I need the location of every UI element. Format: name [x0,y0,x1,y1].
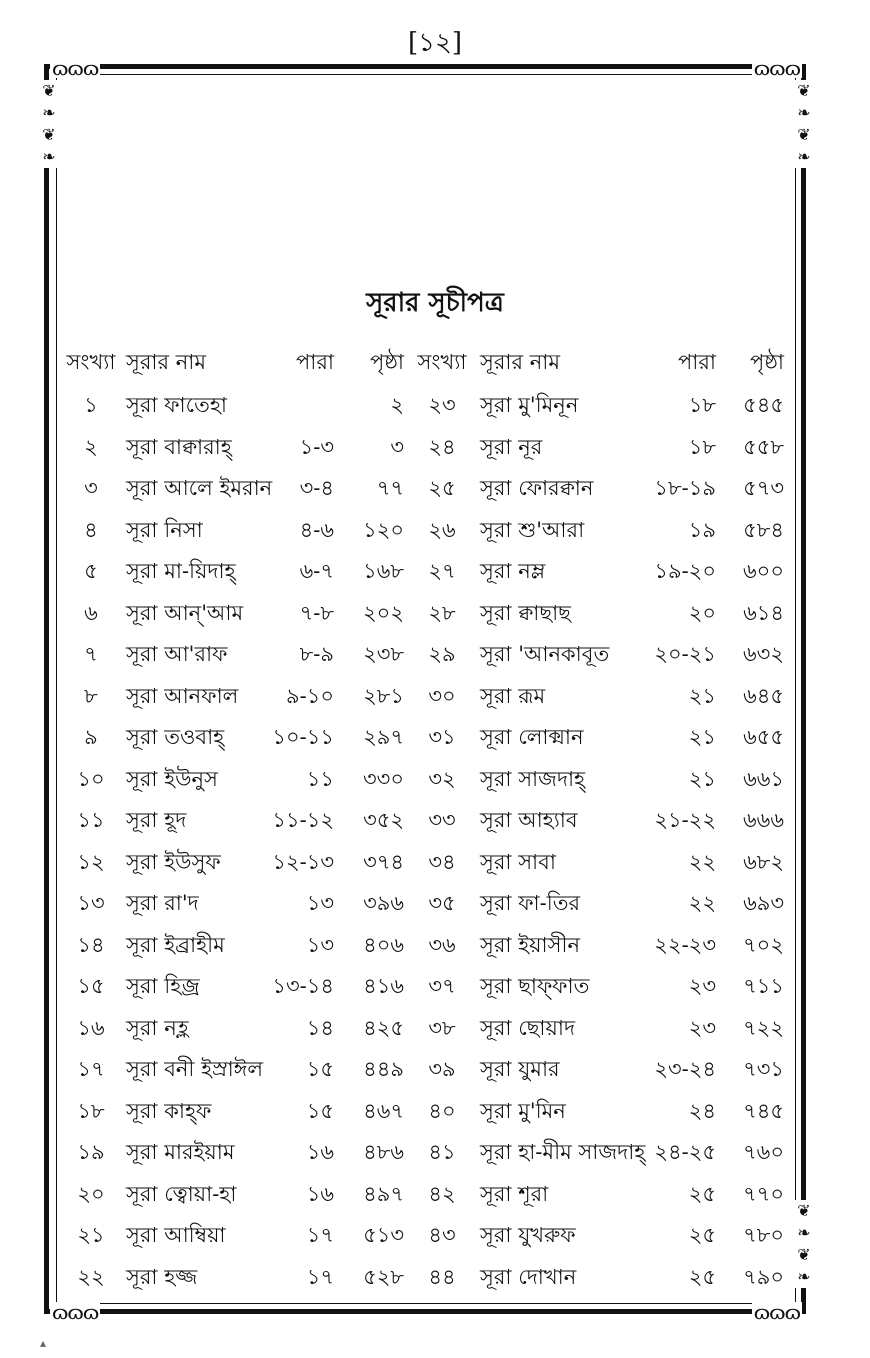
surah-number: ২১ [77,1223,105,1248]
table-row [62,1050,790,1092]
surah-name: সূরা ইব্রাহীম [126,932,225,957]
table-row [62,718,790,760]
table-row [62,843,790,885]
surah-name: সূরা বনী ইস্রাঈল [126,1057,264,1082]
table-row [62,801,790,843]
surah-page: ৬৯৩ [743,891,784,916]
surah-page: ৫৫৮ [743,434,784,459]
surah-para: ১৬ [306,1140,334,1165]
surah-para: ৪-৬ [299,517,334,542]
surah-number: ৩২ [428,766,456,791]
surah-number: ৪ [84,517,98,542]
surah-para: ২৩-২৪ [654,1057,716,1082]
surah-page: ৪৮৬ [363,1140,404,1165]
surah-name: সূরা ফা-তির [480,891,581,916]
corner-ornament-top-left: ɷɷɷ [52,56,99,80]
table-header-row [62,340,790,386]
table-row [62,552,790,594]
surah-para: ২৩ [688,1015,716,1040]
surah-name: সূরা ইয়াসীন [480,932,580,957]
surah-para: ১০-১১ [272,725,334,750]
surah-page: ৩৫২ [363,808,404,833]
surah-para: ১-৩ [299,434,334,459]
surah-page: ৭৭০ [743,1181,784,1206]
surah-page: ৭৯০ [743,1264,784,1289]
surah-para: ১১-১২ [272,808,334,833]
header-para: পারা [296,349,334,374]
surah-number: ১৭ [77,1057,105,1082]
surah-para: ২৩ [688,974,716,999]
surah-page: ৭৪৫ [743,1098,784,1123]
scan-mark: ▴ [40,1336,47,1350]
surah-number: ৬ [84,600,98,625]
surah-name: সূরা বাক্বারাহ্ [126,434,232,459]
surah-page: ১২০ [363,517,404,542]
surah-name: সূরা মু'মিনূন [480,393,579,418]
surah-para: ১৩ [306,932,334,957]
surah-name: সূরা আলে ইমরান [126,476,273,501]
page-number: [১২] [407,28,463,58]
surah-page: ৪০৬ [363,932,404,957]
surah-name: সূরা সাবা [480,849,556,874]
table-row [62,760,790,802]
surah-name: সূরা রা'দ [126,891,199,916]
surah-number: ৪১ [428,1140,456,1165]
header-name: সূরার নাম [126,349,207,374]
surah-number: ২০ [77,1181,105,1206]
surah-page: ৬৬১ [743,766,784,791]
header-number: সংখ্যা [66,349,116,374]
surah-page: ১৬৮ [363,559,404,584]
corner-ornament-bottom-right: ɷɷɷ [753,1300,800,1324]
surah-name: সূরা হিজ্র [126,974,200,999]
surah-number: ৩৯ [428,1057,456,1082]
surah-page: ৫৮৪ [743,517,784,542]
surah-para: ৭-৮ [299,600,334,625]
surah-number: ৩৫ [428,891,456,916]
table-row [62,1009,790,1051]
surah-page: ৬০০ [743,559,784,584]
surah-page: ৭৮০ [743,1223,784,1248]
surah-para: ২১ [688,683,716,708]
surah-para: ৮-৯ [299,642,334,667]
table-row [62,884,790,926]
surah-number: ৪৩ [428,1223,456,1248]
surah-name: সূরা হূদ [126,808,187,833]
surah-para: ২৫ [688,1264,716,1289]
surah-name: সূরা আন্'আম [126,600,244,625]
surah-name: সূরা আম্বিয়া [126,1223,226,1248]
surah-para: ১৮ [688,393,716,418]
surah-number: ৮ [84,683,98,708]
surah-number: ২৭ [428,559,456,584]
surah-number: ১২ [77,849,105,874]
surah-para: ১৩ [306,891,334,916]
surah-page: ৬৪৫ [743,683,784,708]
header-name: সূরার নাম [480,349,561,374]
surah-page: ২৯৭ [363,725,404,750]
surah-name: সূরা ফাতেহা [126,393,227,418]
surah-name: সূরা সাজদাহ্ [480,766,586,791]
surah-number: ৯ [84,725,98,750]
surah-number: ৪৪ [428,1264,456,1289]
surah-para: ২১ [688,725,716,750]
surah-page: ২০২ [363,600,404,625]
surah-number: ২ [84,434,98,459]
surah-name: সূরা রূম [480,683,546,708]
surah-page: ৫১৩ [363,1223,404,1248]
surah-para: ২৫ [688,1181,716,1206]
surah-name: সূরা আ'রাফ [126,642,228,667]
surah-page: ৬৩২ [743,642,784,667]
surah-name: সূরা ক্বাছাছ [480,600,571,625]
surah-number: ২৫ [428,476,456,501]
surah-page: ৭৬০ [743,1140,784,1165]
surah-para: ১৫ [306,1057,334,1082]
side-ornament-right-bottom: ❦ ❧ ❦ ❧ [795,1200,813,1288]
surah-page: ৭২২ [743,1015,784,1040]
surah-name: সূরা ইউসুফ [126,849,221,874]
surah-number: ১৪ [77,932,105,957]
table-row [62,428,790,470]
surah-para: ২৫ [688,1223,716,1248]
surah-para: ১৫ [306,1098,334,1123]
side-ornament-left: ❦ ❧ ❦ ❧ [40,80,58,168]
surah-name: সূরা শূরা [480,1181,549,1206]
surah-name: সূরা দোখান [480,1264,577,1289]
surah-page: ২৮১ [363,683,404,708]
surah-para [264,386,340,428]
surah-page: ৪১৬ [363,974,404,999]
surah-number: ৭ [84,642,98,667]
table-row [62,386,790,428]
side-ornament-right-top: ❦ ❧ ❦ ❧ [795,80,813,168]
surah-name: সূরা ফোরক্বান [480,476,594,501]
surah-number: ১ [84,393,98,418]
surah-para: ১৩-১৪ [272,974,334,999]
surah-name: সূরা ছাফ্ফাত [480,974,590,999]
surah-page: ২ [390,393,404,418]
surah-page: ৩৩০ [363,766,404,791]
surah-name: সূরা নহ্ল [126,1015,189,1040]
surah-page: ৩ [390,434,404,459]
surah-number: ৫ [84,559,98,584]
table-row [62,511,790,553]
table-row [62,594,790,636]
surah-para: ১২-১৩ [272,849,334,874]
surah-name: সূরা আহ্যাব [480,808,578,833]
surah-page: ৬৫৫ [743,725,784,750]
surah-para: ২৪-২৫ [654,1140,716,1165]
surah-name: সূরা হা-মীম সাজদাহ্ [480,1140,646,1165]
surah-name: সূরা ছোয়াদ [480,1015,576,1040]
surah-name: সূরা তওবাহ্ [126,725,225,750]
table-row [62,1175,790,1217]
table-row [62,1258,790,1300]
surah-page: ৪৯৭ [363,1181,404,1206]
surah-number: ২৮ [428,600,456,625]
surah-name: সূরা কাহ্ফ [126,1098,212,1123]
surah-number: ১৬ [77,1015,105,1040]
table-row [62,469,790,511]
surah-number: ৩৬ [428,932,456,957]
table-row [62,677,790,719]
surah-para: ২২-২৩ [654,932,716,957]
surah-name: সূরা নূর [480,434,543,459]
surah-name: সূরা ইউনুস [126,766,218,791]
surah-page: ৬১৪ [743,600,784,625]
surah-number: ২৯ [428,642,456,667]
surah-page: ৪৪৯ [363,1057,404,1082]
corner-ornament-top-right: ɷɷɷ [753,56,800,80]
surah-para: ২০-২১ [654,642,716,667]
surah-number: ১৩ [77,891,105,916]
surah-page: ৩৭৪ [363,849,404,874]
surah-name: সূরা নম্ল [480,559,546,584]
surah-page: ৭১১ [743,974,784,999]
surah-para: ১১ [306,766,334,791]
surah-number: ৩ [84,476,98,501]
table-row [62,967,790,1009]
surah-page: ৫৪৫ [743,393,784,418]
surah-name: সূরা যুমার [480,1057,560,1082]
surah-number: ৪০ [428,1098,456,1123]
surah-para: ২৪ [688,1098,716,1123]
surah-page: ৫৭৩ [743,476,784,501]
surah-name: সূরা মা-য়িদাহ্ [126,559,236,584]
surah-name: সূরা নিসা [126,517,203,542]
surah-number: ৩০ [428,683,456,708]
surah-number: ৩৩ [428,808,456,833]
surah-page: ৪২৫ [363,1015,404,1040]
surah-number: ১০ [77,766,105,791]
surah-para: ১৮ [688,434,716,459]
surah-name: সূরা লোক্মান [480,725,584,750]
table-body [62,386,790,1299]
surah-name: সূরা ত্বোয়া-হা [126,1181,237,1206]
surah-page: ৬৬৬ [743,808,784,833]
surah-page: ৫২৮ [363,1264,404,1289]
surah-page: ৬৮২ [743,849,784,874]
surah-number: ৪২ [428,1181,456,1206]
surah-name: সূরা শু'আরা [480,517,585,542]
surah-para: ১৮-১৯ [654,476,716,501]
surah-name: সূরা যুখরুফ [480,1223,576,1248]
surah-number: ২৬ [428,517,456,542]
header-page: পৃষ্ঠা [749,349,784,374]
surah-para: ১৪ [306,1015,334,1040]
surah-number: ৩৮ [428,1015,456,1040]
surah-number: ১১ [77,808,105,833]
surah-para: ৩-৪ [299,476,334,501]
surah-page: ৭৩১ [743,1057,784,1082]
surah-index-table [62,340,790,1299]
surah-para: ২২ [688,849,716,874]
surah-para: ১৯ [688,517,716,542]
surah-number: ২৪ [428,434,456,459]
surah-para: ২২ [688,891,716,916]
surah-name: সূরা হজ্জ [126,1264,198,1289]
table-row [62,635,790,677]
header-number: সংখ্যা [417,349,467,374]
surah-number: ৩১ [428,725,456,750]
surah-number: ২৩ [428,393,456,418]
surah-name: সূরা মারইয়াম [126,1140,235,1165]
surah-para: ৬-৭ [299,559,334,584]
surah-number: ২২ [77,1264,105,1289]
surah-name: সূরা মু'মিন [480,1098,566,1123]
surah-number: ১৫ [77,974,105,999]
surah-page: ৭৭ [376,476,404,501]
surah-page: ৩৯৬ [363,891,404,916]
surah-name: সূরা আনফাল [126,683,239,708]
surah-para: ১৭ [306,1223,334,1248]
header-para: পারা [678,349,716,374]
surah-page: ৭০২ [743,932,784,957]
table-row [62,926,790,968]
surah-para: ১৬ [306,1181,334,1206]
table-row [62,1092,790,1134]
surah-para: ৯-১০ [285,683,334,708]
surah-para: ২০ [688,600,716,625]
surah-number: ৩৭ [428,974,456,999]
table-row [62,1216,790,1258]
surah-para: ২১ [688,766,716,791]
surah-name: সূরা 'আনকাবূত [480,642,610,667]
surah-number: ৩৪ [428,849,456,874]
corner-ornament-bottom-left: ɷɷɷ [52,1300,99,1324]
surah-para: ২১-২২ [654,808,716,833]
surah-number: ১৯ [77,1140,105,1165]
table-row [62,1133,790,1175]
surah-number: ১৮ [77,1098,105,1123]
surah-page: ৪৬৭ [363,1098,404,1123]
page-title: সূরার সূচীপত্র [366,288,504,318]
surah-para: ১৭ [306,1264,334,1289]
surah-para: ১৯-২০ [654,559,716,584]
surah-page: ২৩৮ [363,642,404,667]
header-page: পৃষ্ঠা [369,349,404,374]
